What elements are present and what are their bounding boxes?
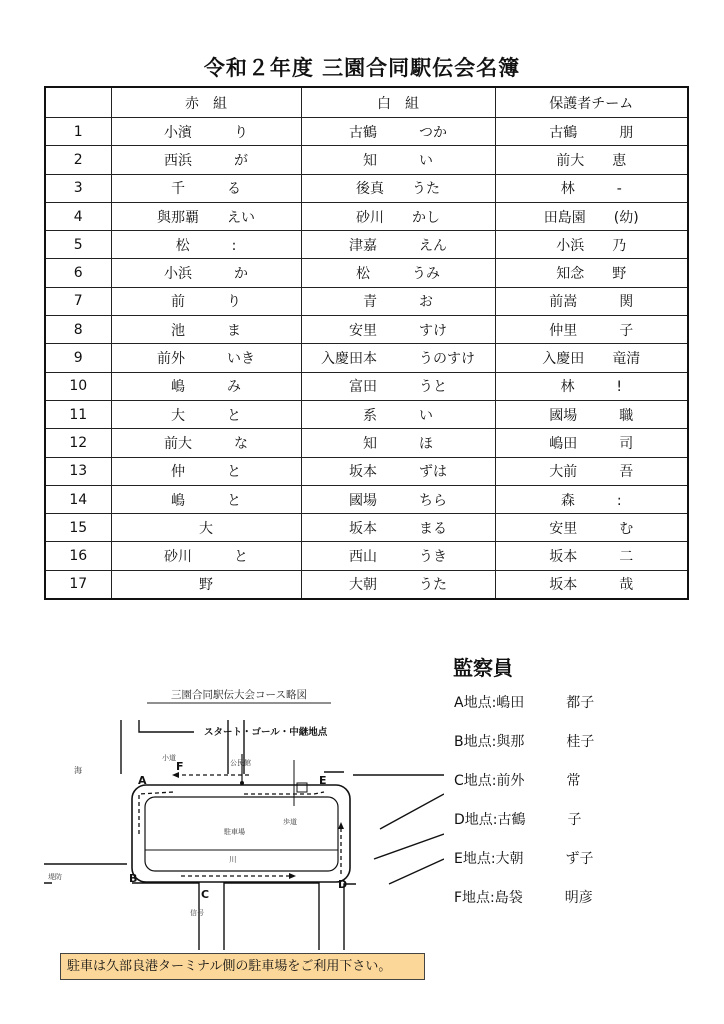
inspector-item: E地点:大朝 ず子: [454, 851, 594, 867]
point-b-label: B: [129, 872, 138, 885]
red-team-name: 與那覇 えい: [111, 202, 301, 230]
white-team-name: 系 い: [301, 400, 495, 428]
sidewalk-label: 歩道: [283, 818, 297, 826]
white-team-name: 津嘉 えん: [301, 231, 495, 259]
roster-number-cell: 11: [45, 400, 111, 428]
start-goal-label: スタート・ゴール・中継地点: [204, 727, 328, 738]
inspector-item: C地点:前外 常: [454, 773, 581, 789]
inspector-item: A地点:嶋田 都子: [454, 695, 595, 711]
roster-row: [45, 514, 688, 542]
guardian-team-name: 入慶田 竜清: [495, 344, 688, 372]
guardian-team-name: 林 -: [495, 174, 688, 202]
roster-row: [45, 485, 688, 513]
roster-row: [45, 146, 688, 174]
white-team-name: 富田 うと: [301, 372, 495, 400]
roster-number-cell: 17: [45, 570, 111, 599]
point-e-label: E: [319, 774, 327, 787]
inspector-list: [454, 690, 594, 924]
roster-number-cell: 16: [45, 542, 111, 570]
red-team-name: 前大 な: [111, 429, 301, 457]
signal-label: 信号: [190, 909, 204, 917]
roster-row: [45, 174, 688, 202]
red-team-name: 大 と: [111, 400, 301, 428]
white-team-name: 古鶴 つか: [301, 118, 495, 146]
roster-header-row: [45, 87, 688, 118]
white-team-name: 入慶田本 うのすけ: [301, 344, 495, 372]
roster-number-cell: 6: [45, 259, 111, 287]
arrowheads: [172, 772, 344, 879]
red-team-name: 池 ま: [111, 316, 301, 344]
roster-row: [45, 316, 688, 344]
roster-row: [45, 202, 688, 230]
red-team-name: 砂川 と: [111, 542, 301, 570]
white-team-name: 砂川 かし: [301, 202, 495, 230]
roster-body: [45, 118, 688, 600]
roster-number-cell: 12: [45, 429, 111, 457]
parking-notice: 駐車は久部良港ターミナル側の駐車場をご利用下さい。: [60, 953, 425, 980]
header-guardian-team: 保護者チーム: [495, 87, 688, 118]
start-marker-dot: [240, 781, 244, 785]
lane-label: 小道: [162, 754, 176, 762]
roster-number-cell: 8: [45, 316, 111, 344]
river-label: 川: [229, 855, 237, 864]
white-team-name: 國場 ちら: [301, 485, 495, 513]
guardian-team-name: 安里 む: [495, 514, 688, 542]
guardian-team-name: 坂本 二: [495, 542, 688, 570]
guardian-team-name: 前大 恵: [495, 146, 688, 174]
inspector-item: B地点:與那 桂子: [454, 734, 595, 750]
roster-row: [45, 429, 688, 457]
roster-table: [44, 86, 689, 600]
red-team-name: 嶋 み: [111, 372, 301, 400]
white-team-name: 知 ほ: [301, 429, 495, 457]
roster-number-cell: 14: [45, 485, 111, 513]
white-team-name: 坂本 まる: [301, 514, 495, 542]
guardian-team-name: 坂本 哉: [495, 570, 688, 599]
roster-number-cell: 3: [45, 174, 111, 202]
community-hall-label: 公民館: [230, 759, 251, 767]
guardian-team-name: 國場 職: [495, 400, 688, 428]
roster-row: [45, 259, 688, 287]
white-team-name: 青 お: [301, 287, 495, 315]
roster-row: [45, 372, 688, 400]
guardian-team-name: 大前 吾: [495, 457, 688, 485]
roster-number-cell: 7: [45, 287, 111, 315]
course-map: [44, 684, 444, 950]
inspector-item: D地点:古鶴 子: [454, 812, 582, 828]
embankment-label: 堤防: [48, 873, 62, 881]
white-team-name: 後真 うた: [301, 174, 495, 202]
guardian-team-name: 古鶴 朋: [495, 118, 688, 146]
guardian-team-name: 知念 野: [495, 259, 688, 287]
red-team-name: 野: [111, 570, 301, 599]
white-team-name: 安里 すけ: [301, 316, 495, 344]
red-team-name: 大: [111, 514, 301, 542]
white-team-name: 西山 うき: [301, 542, 495, 570]
roster-number-cell: 5: [45, 231, 111, 259]
point-a-label: A: [138, 774, 147, 787]
point-f-label: F: [176, 760, 184, 773]
guardian-team-name: 森 :: [495, 485, 688, 513]
roster-number-cell: 9: [45, 344, 111, 372]
guardian-team-name: 前嵩 関: [495, 287, 688, 315]
roster-number-cell: 15: [45, 514, 111, 542]
guardian-team-name: 田島園 (幼): [495, 202, 688, 230]
guardian-team-name: 林 !: [495, 372, 688, 400]
roster-row: [45, 457, 688, 485]
red-team-name: 松 :: [111, 231, 301, 259]
red-team-name: 小浜 か: [111, 259, 301, 287]
header-number: [45, 87, 111, 118]
roster-row: [45, 231, 688, 259]
guardian-team-name: 嶋田 司: [495, 429, 688, 457]
red-team-name: 仲 と: [111, 457, 301, 485]
course-direction-arrows: [139, 775, 341, 876]
roster-row: [45, 118, 688, 146]
white-team-name: 松 うみ: [301, 259, 495, 287]
white-team-name: 知 い: [301, 146, 495, 174]
page-title: 令和２年度 三園合同駅伝会名簿: [203, 56, 521, 80]
red-team-name: 西浜 が: [111, 146, 301, 174]
guardian-team-name: 小浜 乃: [495, 231, 688, 259]
red-team-name: 前外 いき: [111, 344, 301, 372]
parking-label: 駐車場: [224, 828, 245, 836]
red-team-name: 千 る: [111, 174, 301, 202]
red-team-name: 嶋 と: [111, 485, 301, 513]
sea-label: 海: [74, 766, 82, 775]
roster-row: [45, 542, 688, 570]
inspector-item: F地点:島袋 明彦: [454, 890, 593, 906]
white-team-name: 大朝 うた: [301, 570, 495, 599]
roster-row: [45, 570, 688, 599]
red-team-name: 小濱 り: [111, 118, 301, 146]
red-team-name: 前 り: [111, 287, 301, 315]
point-d-label: D: [338, 878, 348, 891]
header-red-team: 赤 組: [111, 87, 301, 118]
roster-number-cell: 2: [45, 146, 111, 174]
inspectors-title: 監察員: [453, 656, 513, 680]
point-c-label: C: [201, 888, 210, 901]
roster-row: [45, 400, 688, 428]
roster-row: [45, 344, 688, 372]
roster-number-cell: 10: [45, 372, 111, 400]
roster-row: [45, 287, 688, 315]
map-title: 三園合同駅伝大会コース略図: [171, 689, 307, 701]
guardian-team-name: 仲里 子: [495, 316, 688, 344]
white-team-name: 坂本 ずは: [301, 457, 495, 485]
roster-number-cell: 1: [45, 118, 111, 146]
roster-number-cell: 13: [45, 457, 111, 485]
roster-number-cell: 4: [45, 202, 111, 230]
header-white-team: 白 組: [301, 87, 495, 118]
